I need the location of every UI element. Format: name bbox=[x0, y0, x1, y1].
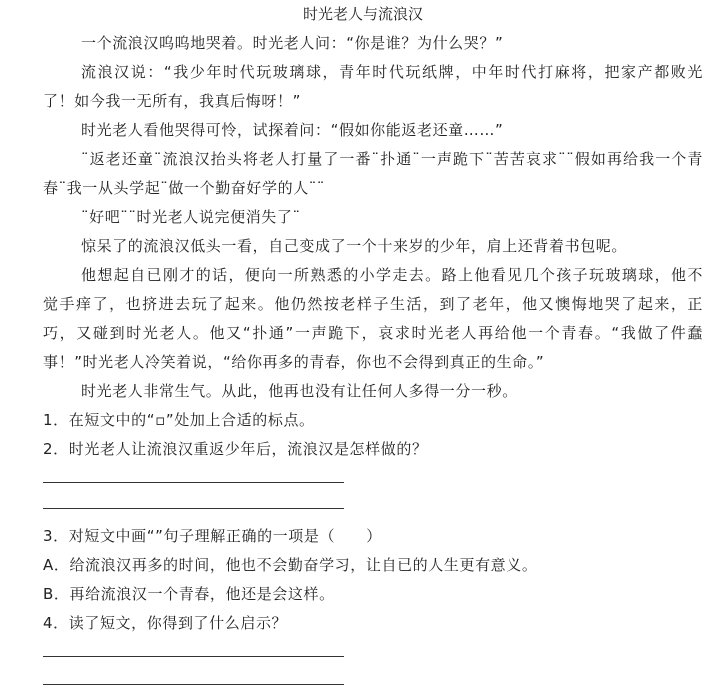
answer-line-q2-1[interactable] bbox=[43, 482, 344, 483]
answer-line-q4-1[interactable] bbox=[43, 656, 344, 657]
answer-line-q2-2[interactable] bbox=[43, 508, 344, 509]
question-2: 2．时光老人让流浪汉重返少年后，流浪汉是怎样做的？ bbox=[43, 440, 428, 458]
paragraph-7-line-3: 巧，又碰到时光老人。他又“扑通”一声跪下，哀求时光老人再给他一个青春。“我做了件蠢 bbox=[43, 324, 703, 342]
paragraph-6: 惊呆了的流浪汉低头一看，自己变成了一个十来岁的少年，肩上还背着书包呢。 bbox=[81, 237, 628, 255]
paragraph-7-line-4: 事！”时光老人冷笑着说，“给你再多的青春，你也不会得到真正的生命。” bbox=[43, 353, 545, 371]
question-3-option-a[interactable]: A．给流浪汉再多的时间，他也不会勤奋学习，让自已的人生更有意义。 bbox=[43, 556, 538, 574]
paragraph-5: ¨好吧¨¨时光老人说完便消失了¨ bbox=[81, 208, 301, 226]
question-3: 3．对短文中画“”句子理解正确的一项是（ ） bbox=[43, 527, 382, 545]
paragraph-8: 时光老人非常生气。从此，他再也没有让任何人多得一分一秒。 bbox=[81, 382, 518, 400]
question-3-option-b[interactable]: B．再给流浪汉一个青春，他还是会这样。 bbox=[43, 585, 335, 603]
paragraph-3: 时光老人看他哭得可怜，试探着问：“假如你能返老还童……” bbox=[81, 121, 504, 139]
paragraph-4-line-2: 春¨我一从头学起¨做一个勤奋好学的人¨¨ bbox=[43, 179, 326, 197]
question-4: 4．读了短文，你得到了什么启示？ bbox=[43, 614, 288, 632]
passage-title: 时光老人与流浪汉 bbox=[302, 5, 423, 23]
paragraph-2-line-2: 了！如今我一无所有，我真后悔呀！” bbox=[43, 92, 301, 110]
paragraph-4-line-1: ¨返老还童¨流浪汉抬头将老人打量了一番¨扑通¨一声跪下¨苦苦哀求¨¨假如再给我一个青 bbox=[81, 150, 703, 168]
answer-line-q4-2[interactable] bbox=[43, 684, 344, 685]
paragraph-1: 一个流浪汉呜呜地哭着。时光老人问：“你是谁？为什么哭？” bbox=[81, 34, 504, 52]
paragraph-7-line-1: 他想起自已刚才的话，便向一所熟悉的小学走去。路上他看见几个孩子玩玻璃球，他不 bbox=[81, 266, 703, 284]
question-1: 1．在短文中的“▫”处加上合适的标点。 bbox=[43, 411, 315, 429]
paragraph-2-line-1: 流浪汉说：“我少年时代玩玻璃球，青年时代玩纸牌，中年时代打麻将，把家产都败光 bbox=[81, 63, 703, 81]
paragraph-7-line-2: 觉手痒了，也挤进去玩了起来。他仍然按老样子生活，到了老年，他又懊悔地哭了起来，正 bbox=[43, 295, 703, 313]
